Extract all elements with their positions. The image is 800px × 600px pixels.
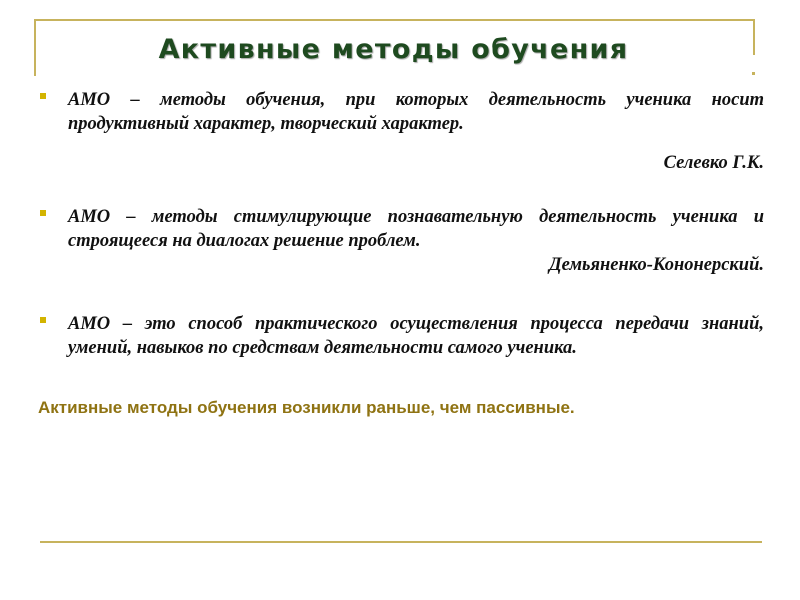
definition-item	[38, 205, 764, 277]
slide-title: Активные методы обучения	[158, 34, 629, 65]
square-bullet-icon	[40, 317, 46, 323]
definition-text: АМО – это способ практического осуществления процесса передачи знаний, умений, навыков по средствам деятельности самого ученика.	[68, 314, 764, 358]
title-frame-right-border	[753, 19, 755, 55]
definition-item	[38, 88, 764, 175]
conclusion-text: Активные методы обучения возникли раньше, чем пассивные.	[38, 398, 575, 417]
square-bullet-icon	[40, 210, 46, 216]
slide-content	[38, 88, 764, 420]
bottom-divider	[40, 541, 762, 543]
title-frame-top-border	[34, 19, 755, 21]
square-bullet-icon	[40, 93, 46, 99]
definition-text: АМО – методы стимулирующие познавательную деятельность ученика и строящееся на диалогах решение проблем.	[68, 207, 764, 251]
definition-text: АМО – методы обучения, при которых деятельность ученика носит продуктивный характер, творческий характер.	[68, 90, 764, 134]
definition-author: Селевко Г.К.	[663, 153, 764, 173]
frame-corner-dot	[752, 72, 755, 75]
definition-item	[38, 312, 764, 360]
definition-author: Демьяненко-Кононерский.	[548, 255, 764, 275]
